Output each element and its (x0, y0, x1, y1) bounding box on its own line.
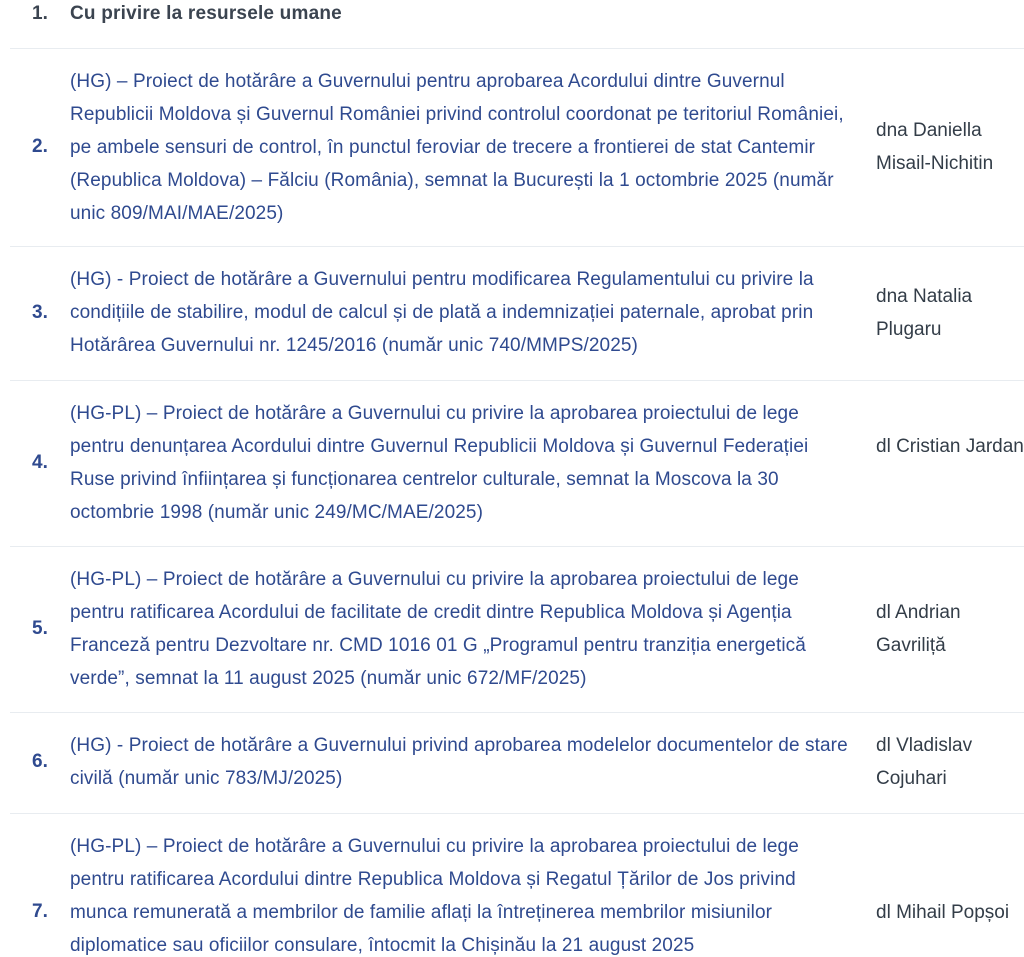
item-description[interactable]: (HG) - Proiect de hotărâre a Guvernului privind aprobarea modelelor documentelor de stare civilă (număr unic 783/MJ/2025) (70, 735, 848, 789)
agenda-row (10, 247, 1024, 381)
agenda-row (10, 381, 1024, 547)
item-responsible: dl Cristian Jardan (876, 436, 1024, 457)
item-number: 3. (32, 302, 48, 323)
item-number: 5. (32, 618, 48, 639)
agenda-row (10, 547, 1024, 713)
agenda-heading-row (10, 0, 1024, 49)
item-number: 2. (32, 136, 48, 157)
item-responsible: dna Natalia Plugaru (876, 286, 973, 340)
section-title: Cu privire la resursele umane (70, 3, 342, 24)
agenda-row (10, 814, 1024, 957)
agenda-row (10, 713, 1024, 814)
item-responsible: dl Andrian Gavriliță (876, 602, 961, 656)
item-description[interactable]: (HG) - Proiect de hotărâre a Guvernului pentru modificarea Regulamentului cu privire la condițiile de stabilire, modul de calcul și de plată a indemnizației paternale, aprobat prin Hotărârea Guvernului nr. 1245/2016 (număr unic 740/MMPS/2025) (70, 269, 814, 356)
item-number: 7. (32, 901, 48, 922)
item-responsible: dl Vladislav Cojuhari (876, 735, 973, 789)
item-number: 1. (32, 3, 48, 24)
item-responsible: dl Mihail Popșoi (876, 902, 1010, 923)
item-description[interactable]: (HG-PL) – Proiect de hotărâre a Guvernului cu privire la aprobarea proiectului de lege pentru ratificarea Acordului de facilitate de credit dintre Republica Moldova și Agenția Franceză pentru Dezvoltare nr. CMD 1016 01 G „Programul pentru tranziția energetică verde”, semnat la 11 august 2025 (număr unic 672/MF/2025) (70, 569, 806, 689)
agenda-row (10, 49, 1024, 247)
item-description[interactable]: (HG) – Proiect de hotărâre a Guvernului pentru aprobarea Acordului dintre Guvernul Republicii Moldova și Guvernul României privind controlul coordonat pe teritoriul României, pe ambele sensuri de control, în punctul feroviar de trecere a frontierei de stat Cantemir (Republica Moldova) – Fălciu (România), semnat la București la 1 octombrie 2025 (număr unic 809/MAI/MAE/2025) (70, 71, 844, 224)
item-description[interactable]: (HG-PL) – Proiect de hotărâre a Guvernului cu privire la aprobarea proiectului de lege pentru ratificarea Acordului dintre Republica Moldova și Regatul Țărilor de Jos privind munca remunerată a membrilor de familie aflați la întreținerea membrilor misiunilor diplomatice sau oficiilor consulare, întocmit la Chișinău la 21 august 2025 (70, 836, 799, 956)
item-description[interactable]: (HG-PL) – Proiect de hotărâre a Guvernului cu privire la aprobarea proiectului de lege pentru denunțarea Acordului dintre Guvernul Republicii Moldova și Guvernul Federației Ruse privind înființarea și funcționarea centrelor culturale, semnat la Moscova la 30 octombrie 1998 (număr unic 249/MC/MAE/2025) (70, 403, 809, 523)
item-responsible: dna Daniella Misail-Nichitin (876, 120, 994, 174)
item-number: 4. (32, 452, 48, 473)
item-number: 6. (32, 751, 48, 772)
